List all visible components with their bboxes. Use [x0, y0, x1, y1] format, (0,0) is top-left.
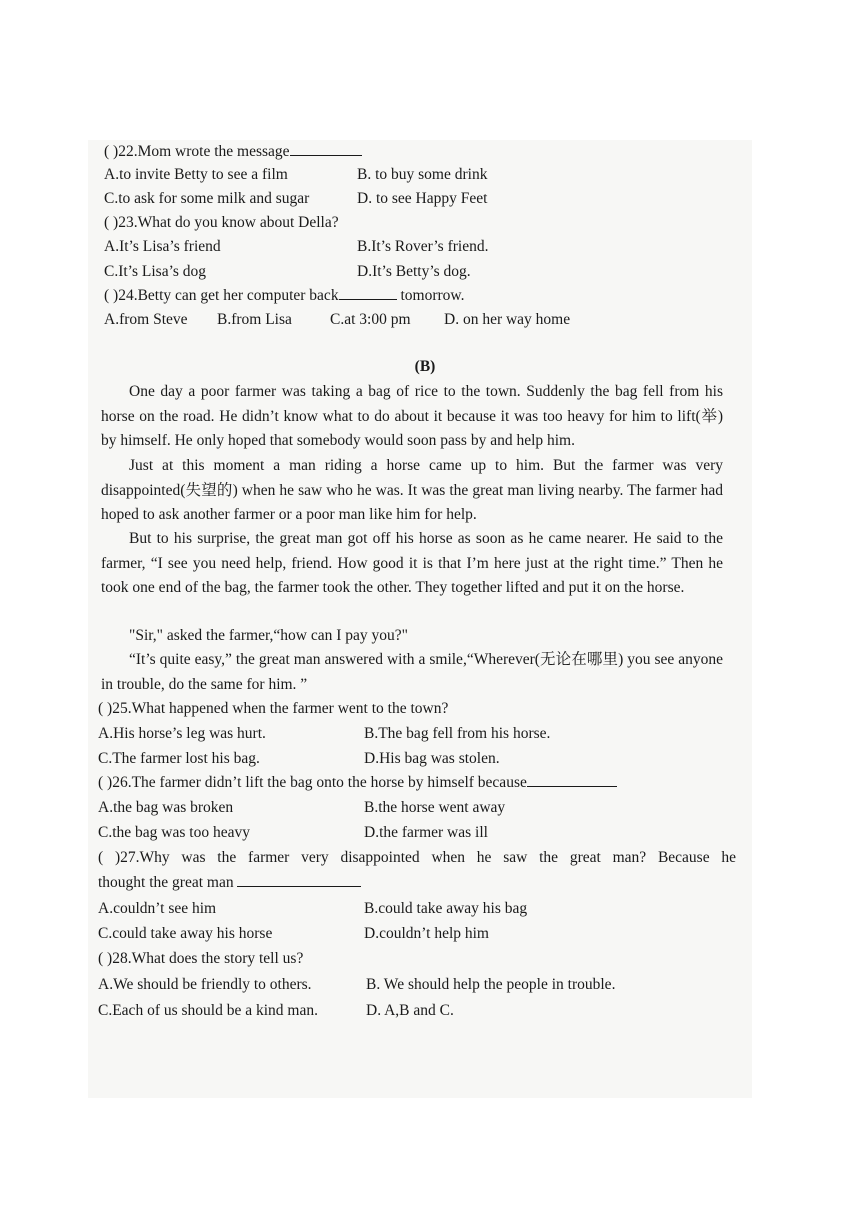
option-a: A.to invite Betty to see a film [104, 166, 288, 183]
option-c: C.the bag was too heavy [98, 824, 250, 841]
option-d: D. to see Happy Feet [357, 190, 488, 207]
question-26 [98, 771, 617, 796]
option-b: B. to buy some drink [357, 166, 488, 183]
option-b: B.It’s Rover’s friend. [357, 238, 489, 255]
section-heading: (B) [414, 358, 436, 375]
passage-paragraph-5: “It’s quite easy,” the great man answered with a smile,“Wherever(无论在哪里) you see anyone in trouble, do the same for him. ” [101, 651, 723, 693]
question-stem: Betty can get her computer back [137, 287, 339, 304]
option-a: A.It’s Lisa’s friend [104, 238, 221, 255]
option-b: B.from Lisa [217, 311, 292, 328]
option-d: D.It’s Betty’s dog. [357, 263, 471, 280]
question-27-continued [98, 871, 361, 896]
option-b: B.could take away his bag [364, 900, 528, 917]
question-27 [98, 846, 736, 871]
passage-paragraph-4: "Sir," asked the farmer,“how can I pay you?" [129, 627, 408, 644]
answer-blank [290, 141, 362, 156]
option-a: A.the bag was broken [98, 799, 234, 816]
option-b: B.The bag fell from his horse. [364, 725, 551, 742]
question-stem: The farmer didn’t lift the bag onto the horse by himself because [131, 774, 527, 791]
question-number: ( )24. [104, 287, 138, 304]
passage-paragraph-2: Just at this moment a man riding a horse came up to him. But the farmer was very disappointed(失望的) when he saw who he was. It was the great man living nearby. The farmer had hoped to ask another farmer or a poor man like him for help. [101, 457, 723, 523]
question-stem: Why was the farmer very disappointed when he saw the great man? Because he [139, 849, 737, 866]
question-stem: What do you know about Della? [137, 214, 339, 231]
option-a: A.couldn’t see him [98, 900, 217, 917]
question-number: ( )26. [98, 774, 132, 791]
question-number: ( )25. [98, 700, 132, 717]
option-d: D. A,B and C. [366, 1002, 454, 1019]
question-28 [98, 947, 303, 972]
option-b: B. We should help the people in trouble. [366, 976, 616, 993]
passage-paragraph-1: One day a poor farmer was taking a bag of rice to the town. Suddenly the bag fell from his horse on the road. He didn’t know what to do about it because it was too heavy for him to lift(举) by himself. He only hoped that somebody would soon pass by and help him. [101, 383, 723, 449]
option-c: C.at 3:00 pm [330, 311, 411, 328]
question-number: ( )27. [98, 849, 140, 866]
question-stem-continued: thought the great man [98, 874, 234, 891]
question-22 [104, 140, 362, 165]
option-c: C.It’s Lisa’s dog [104, 263, 207, 280]
option-a: A.from Steve [104, 311, 188, 328]
option-c: C.Each of us should be a kind man. [98, 1002, 318, 1019]
question-number: ( )23. [104, 214, 138, 231]
passage-paragraph-3: But to his surprise, the great man got off his horse as soon as he came nearer. He said to the farmer, “I see you need help, friend. How good it is that I’m here just at the right time.” Then he took one end of the bag, the farmer took the other. They together lifted and put it on the horse. [101, 530, 723, 596]
option-a: A.His horse’s leg was hurt. [98, 725, 266, 742]
question-stem-end: tomorrow. [400, 287, 465, 304]
answer-blank [527, 772, 617, 787]
option-a: A.We should be friendly to others. [98, 976, 312, 993]
question-24 [104, 284, 464, 309]
answer-blank [237, 872, 361, 887]
answer-blank [339, 285, 397, 300]
question-stem: What happened when the farmer went to the town? [131, 700, 449, 717]
option-b: B.the horse went away [364, 799, 506, 816]
option-d: D.couldn’t help him [364, 925, 489, 942]
option-c: C.The farmer lost his bag. [98, 750, 260, 767]
option-c: C.could take away his horse [98, 925, 273, 942]
option-d: D.the farmer was ill [364, 824, 488, 841]
question-stem: Mom wrote the message [137, 143, 290, 160]
option-d: D. on her way home [444, 311, 571, 328]
option-c: C.to ask for some milk and sugar [104, 190, 310, 207]
question-25 [98, 697, 448, 722]
question-23 [104, 211, 339, 236]
question-number: ( )28. [98, 950, 132, 967]
option-d: D.His bag was stolen. [364, 750, 500, 767]
question-stem: What does the story tell us? [131, 950, 304, 967]
question-number: ( )22. [104, 143, 138, 160]
